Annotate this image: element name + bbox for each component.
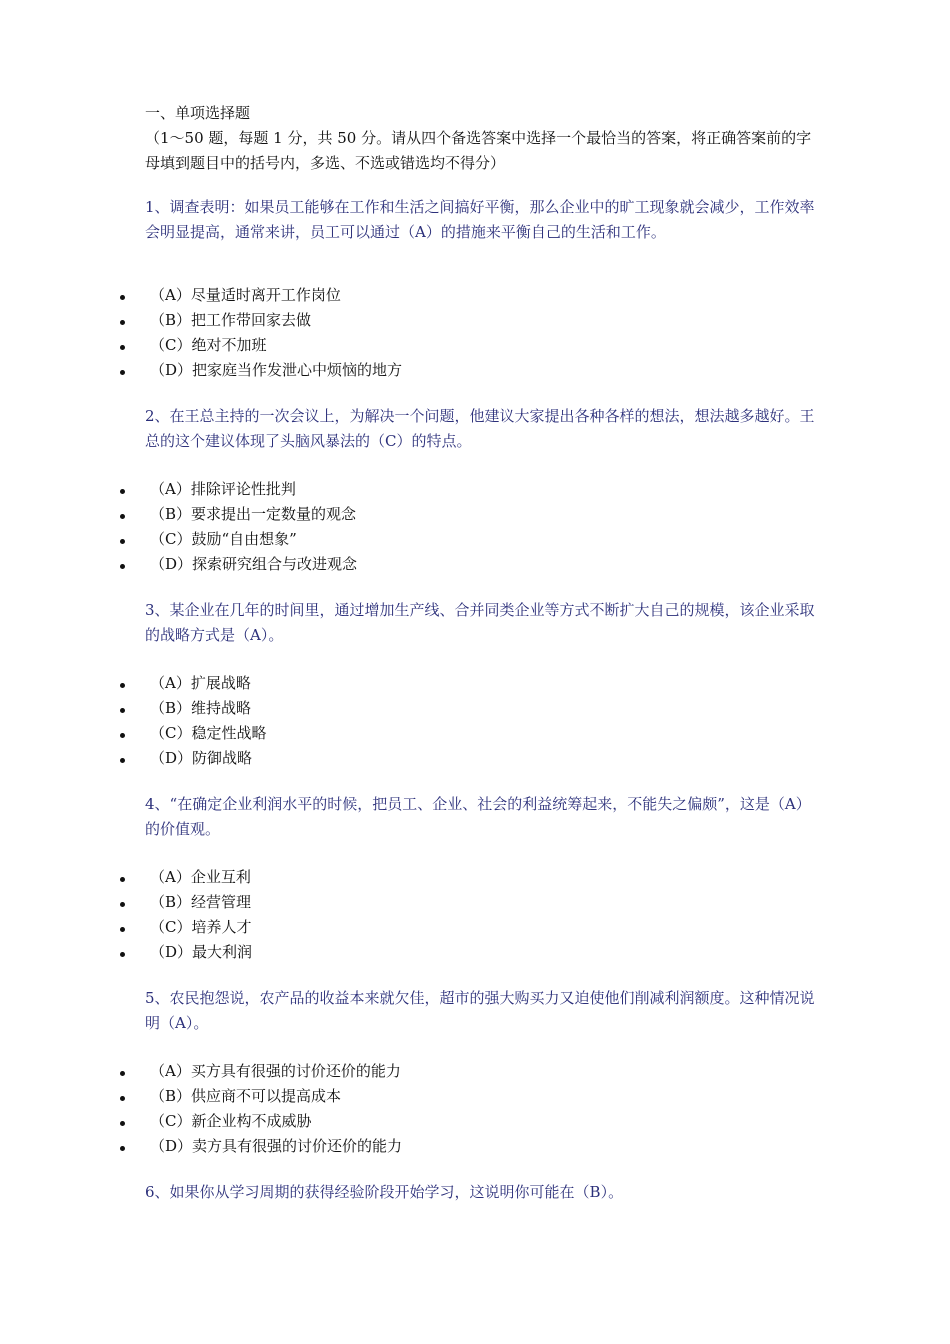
option-a — [120, 671, 266, 696]
option-c — [120, 333, 402, 358]
bullet-icon — [120, 952, 125, 957]
option-d — [120, 1134, 402, 1159]
bullet-icon — [120, 758, 125, 763]
option-label: （A）买方具有很强的讨价还价的能力 — [150, 1062, 401, 1080]
option-label: （D）卖方具有很强的讨价还价的能力 — [150, 1137, 403, 1155]
question-1: 1、调查表明：如果员工能够在工作和生活之间搞好平衡，那么企业中的旷工现象就会减少，工作效率会明显提高，通常来讲，员工可以通过（A）的措施来平衡自己的生活和工作。 — [145, 198, 815, 241]
option-b — [120, 502, 357, 527]
option-b — [120, 308, 402, 333]
bullet-icon — [120, 877, 125, 882]
bullet-icon — [120, 1146, 125, 1151]
bullet-icon — [120, 902, 125, 907]
option-label: （B）供应商不可以提高成本 — [150, 1087, 342, 1105]
question-4-options — [120, 865, 252, 965]
bullet-icon — [120, 320, 125, 325]
option-a — [120, 477, 357, 502]
option-a — [120, 1059, 402, 1084]
bullet-icon — [120, 927, 125, 932]
option-label: （B）把工作带回家去做 — [150, 311, 312, 329]
option-b — [120, 890, 252, 915]
bullet-icon — [120, 1096, 125, 1101]
option-label: （D）防御战略 — [150, 749, 253, 767]
option-label: （C）稳定性战略 — [150, 724, 267, 742]
option-label: （C）新企业构不成威胁 — [150, 1112, 312, 1130]
option-c — [120, 721, 266, 746]
option-d — [120, 940, 252, 965]
option-b — [120, 1084, 402, 1109]
option-a — [120, 283, 402, 308]
bullet-icon — [120, 708, 125, 713]
section-instructions: （1～50 题，每题 1 分，共 50 分。请从四个备选答案中选择一个最恰当的答案，将正确答案前的字母填到题目中的括号内，多选、不选或错选均不得分） — [145, 129, 812, 172]
bullet-icon — [120, 370, 125, 375]
section-heading: 一、单项选择题 — [145, 104, 251, 122]
option-label: （D）探索研究组合与改进观念 — [150, 555, 358, 573]
option-label: （D）最大利润 — [150, 943, 253, 961]
bullet-icon — [120, 683, 125, 688]
question-3: 3、某企业在几年的时间里，通过增加生产线、合并同类企业等方式不断扩大自己的规模，该企业采取的战略方式是（A）。 — [145, 601, 815, 644]
bullet-icon — [120, 539, 125, 544]
bullet-icon — [120, 489, 125, 494]
option-a — [120, 865, 252, 890]
option-label: （B）要求提出一定数量的观念 — [150, 505, 357, 523]
question-5-options — [120, 1059, 402, 1159]
question-5: 5、农民抱怨说，农产品的收益本来就欠佳，超市的强大购买力又迫使他们削减利润额度。这种情况说明（A）。 — [145, 989, 815, 1032]
option-label: （C）鼓励“自由想象” — [150, 530, 297, 548]
bullet-icon — [120, 1071, 125, 1076]
option-b — [120, 696, 266, 721]
option-c — [120, 915, 252, 940]
bullet-icon — [120, 295, 125, 300]
bullet-icon — [120, 514, 125, 519]
option-label: （A）扩展战略 — [150, 674, 251, 692]
option-label: （A）企业互利 — [150, 868, 251, 886]
question-3-options — [120, 671, 266, 771]
option-c — [120, 1109, 402, 1134]
option-label: （A）排除评论性批判 — [150, 480, 296, 498]
option-d — [120, 552, 357, 577]
option-label: （B）维持战略 — [150, 699, 252, 717]
question-1-options — [120, 283, 402, 383]
option-c — [120, 527, 357, 552]
question-4: 4、“在确定企业利润水平的时候，把员工、企业、社会的利益统筹起来，不能失之偏颇”，这是（A）的价值观。 — [145, 795, 811, 838]
bullet-icon — [120, 733, 125, 738]
option-d — [120, 746, 266, 771]
question-6: 6、如果你从学习周期的获得经验阶段开始学习，这说明你可能在（B）。 — [145, 1183, 624, 1201]
bullet-icon — [120, 345, 125, 350]
bullet-icon — [120, 1121, 125, 1126]
option-label: （B）经营管理 — [150, 893, 252, 911]
bullet-icon — [120, 564, 125, 569]
question-2: 2、在王总主持的一次会议上，为解决一个问题，他建议大家提出各种各样的想法，想法越多越好。王总的这个建议体现了头脑风暴法的（C）的特点。 — [145, 407, 815, 450]
option-label: （D）把家庭当作发泄心中烦恼的地方 — [150, 361, 403, 379]
option-label: （C）培养人才 — [150, 918, 252, 936]
question-2-options — [120, 477, 357, 577]
option-label: （C）绝对不加班 — [150, 336, 267, 354]
option-label: （A）尽量适时离开工作岗位 — [150, 286, 341, 304]
option-d — [120, 358, 402, 383]
